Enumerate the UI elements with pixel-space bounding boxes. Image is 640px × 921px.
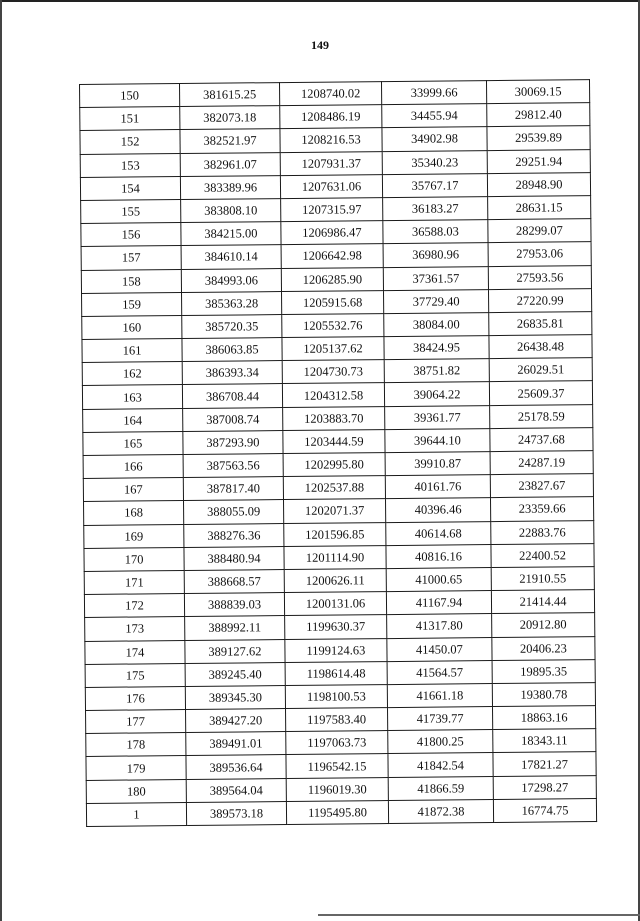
value-cell-1: 386063.85 [182, 338, 282, 362]
value-cell-2: 1205915.68 [281, 290, 383, 314]
value-cell-3: 41739.77 [388, 707, 493, 731]
value-cell-1: 384215.00 [181, 222, 281, 246]
point-number-cell: 154 [80, 176, 180, 200]
value-cell-2: 1204730.73 [282, 360, 384, 384]
value-cell-4: 24287.19 [490, 451, 593, 475]
value-cell-1: 389427.20 [186, 709, 286, 733]
value-cell-2: 1204312.58 [282, 383, 384, 407]
value-cell-4: 22400.52 [491, 543, 594, 567]
value-cell-1: 389245.40 [185, 662, 285, 686]
value-cell-3: 38084.00 [384, 312, 489, 336]
value-cell-2: 1208740.02 [279, 82, 381, 106]
value-cell-3: 40816.16 [386, 544, 491, 568]
value-cell-3: 40614.68 [386, 521, 491, 545]
value-cell-1: 384610.14 [181, 245, 281, 269]
value-cell-4: 21414.44 [491, 590, 594, 614]
value-cell-3: 39361.77 [385, 405, 490, 429]
value-cell-3: 39064.22 [384, 382, 489, 406]
value-cell-4: 16774.75 [493, 798, 596, 822]
value-cell-1: 389564.04 [186, 778, 286, 802]
value-cell-2: 1200131.06 [284, 592, 386, 616]
value-cell-1: 382073.18 [180, 106, 280, 130]
value-cell-3: 41866.59 [388, 776, 493, 800]
value-cell-1: 388055.09 [184, 500, 284, 524]
point-number-cell: 170 [84, 547, 184, 571]
value-cell-1: 382521.97 [180, 129, 280, 153]
value-cell-3: 34902.98 [382, 127, 487, 151]
point-number-cell: 171 [84, 570, 184, 594]
value-cell-4: 25609.37 [489, 381, 592, 405]
value-cell-1: 385720.35 [182, 314, 282, 338]
value-cell-3: 41317.80 [387, 614, 492, 638]
value-cell-1: 389536.64 [186, 755, 286, 779]
value-cell-2: 1206642.98 [281, 244, 383, 268]
value-cell-3: 41800.25 [388, 730, 493, 754]
value-cell-2: 1196542.15 [286, 754, 388, 778]
point-number-cell: 166 [83, 455, 183, 479]
page-border-left [0, 0, 2, 921]
value-cell-4: 17821.27 [493, 752, 596, 776]
value-cell-1: 387008.74 [183, 407, 283, 431]
value-cell-4: 26029.51 [489, 358, 592, 382]
point-number-cell: 178 [86, 733, 186, 757]
value-cell-4: 29812.40 [487, 103, 590, 127]
value-cell-3: 40161.76 [385, 475, 490, 499]
value-cell-3: 36588.03 [383, 220, 488, 244]
value-cell-1: 382961.07 [180, 152, 280, 176]
value-cell-4: 29251.94 [487, 149, 590, 173]
value-cell-3: 38751.82 [384, 359, 489, 383]
value-cell-2: 1199630.37 [285, 615, 387, 639]
value-cell-3: 41842.54 [388, 753, 493, 777]
value-cell-1: 383389.96 [180, 175, 280, 199]
table-row [86, 798, 596, 826]
point-number-cell: 1 [86, 802, 186, 826]
value-cell-2: 1198100.53 [285, 684, 387, 708]
value-cell-4: 24737.68 [490, 427, 593, 451]
page-border-top [0, 0, 640, 2]
value-cell-2: 1207315.97 [281, 198, 383, 222]
value-cell-4: 23827.67 [490, 474, 593, 498]
value-cell-1: 387563.56 [183, 454, 283, 478]
value-cell-1: 384993.06 [181, 268, 281, 292]
value-cell-4: 26438.48 [489, 335, 592, 359]
value-cell-2: 1206986.47 [281, 221, 383, 245]
value-cell-3: 36980.96 [383, 243, 488, 267]
point-number-cell: 161 [82, 339, 182, 363]
value-cell-3: 36183.27 [383, 197, 488, 221]
value-cell-4: 18343.11 [493, 729, 596, 753]
point-number-cell: 175 [85, 663, 185, 687]
value-cell-4: 28948.90 [487, 172, 590, 196]
value-cell-3: 41872.38 [388, 799, 493, 823]
value-cell-4: 29539.89 [487, 126, 590, 150]
value-cell-2: 1205532.76 [282, 313, 384, 337]
value-cell-2: 1205137.62 [282, 337, 384, 361]
value-cell-2: 1206285.90 [281, 267, 383, 291]
value-cell-1: 383808.10 [181, 199, 281, 223]
value-cell-4: 25178.59 [490, 404, 593, 428]
value-cell-4: 19895.35 [492, 659, 595, 683]
point-number-cell: 180 [86, 779, 186, 803]
point-number-cell: 177 [86, 710, 186, 734]
value-cell-4: 22883.76 [491, 520, 594, 544]
point-number-cell: 163 [82, 385, 182, 409]
value-cell-4: 27593.56 [488, 265, 591, 289]
value-cell-2: 1201114.90 [284, 545, 386, 569]
value-cell-2: 1208486.19 [280, 105, 382, 129]
value-cell-3: 39910.87 [385, 452, 490, 476]
value-cell-2: 1198614.48 [285, 661, 387, 685]
value-cell-4: 28299.07 [488, 219, 591, 243]
point-number-cell: 179 [86, 756, 186, 780]
point-number-cell: 165 [83, 431, 183, 455]
coordinates-table-body [80, 80, 597, 827]
value-cell-3: 40396.46 [385, 498, 490, 522]
value-cell-1: 389345.30 [185, 685, 285, 709]
page-number: 149 [311, 38, 329, 52]
page-bottom-rule [318, 914, 640, 916]
value-cell-4: 23359.66 [490, 497, 593, 521]
value-cell-4: 21910.55 [491, 567, 594, 591]
value-cell-2: 1207931.37 [280, 151, 382, 175]
point-number-cell: 168 [84, 501, 184, 525]
point-number-cell: 151 [80, 107, 180, 131]
point-number-cell: 160 [82, 315, 182, 339]
value-cell-2: 1195495.80 [286, 800, 388, 824]
value-cell-1: 389491.01 [186, 732, 286, 756]
value-cell-3: 37729.40 [383, 289, 488, 313]
value-cell-2: 1196019.30 [286, 777, 388, 801]
value-cell-4: 20406.23 [492, 636, 595, 660]
point-number-cell: 162 [82, 362, 182, 386]
value-cell-2: 1201596.85 [284, 522, 386, 546]
value-cell-2: 1203444.59 [283, 429, 385, 453]
value-cell-3: 38424.95 [384, 336, 489, 360]
value-cell-2: 1202071.37 [284, 499, 386, 523]
value-cell-2: 1197063.73 [286, 731, 388, 755]
value-cell-4: 19380.78 [492, 682, 595, 706]
value-cell-1: 381615.25 [180, 83, 280, 107]
value-cell-2: 1199124.63 [285, 638, 387, 662]
point-number-cell: 169 [84, 524, 184, 548]
value-cell-2: 1202537.88 [283, 476, 385, 500]
value-cell-4: 27953.06 [488, 242, 591, 266]
point-number-cell: 167 [83, 478, 183, 502]
value-cell-3: 34455.94 [382, 104, 487, 128]
value-cell-3: 35340.23 [382, 150, 487, 174]
value-cell-1: 387817.40 [183, 477, 283, 501]
value-cell-3: 33999.66 [381, 81, 486, 105]
value-cell-3: 37361.57 [383, 266, 488, 290]
value-cell-4: 28631.15 [488, 196, 591, 220]
value-cell-1: 388992.11 [185, 616, 285, 640]
value-cell-4: 18863.16 [492, 706, 595, 730]
point-number-cell: 159 [82, 292, 182, 316]
value-cell-4: 17298.27 [493, 775, 596, 799]
coordinates-table [79, 79, 597, 827]
value-cell-1: 388839.03 [184, 593, 284, 617]
point-number-cell: 174 [85, 640, 185, 664]
point-number-cell: 158 [81, 269, 181, 293]
value-cell-1: 388668.57 [184, 569, 284, 593]
value-cell-1: 389573.18 [186, 801, 286, 825]
point-number-cell: 152 [80, 130, 180, 154]
value-cell-3: 41450.07 [387, 637, 492, 661]
value-cell-2: 1203883.70 [283, 406, 385, 430]
value-cell-3: 35767.17 [382, 173, 487, 197]
value-cell-2: 1200626.11 [284, 569, 386, 593]
value-cell-4: 26835.81 [489, 311, 592, 335]
value-cell-4: 30069.15 [486, 80, 589, 104]
point-number-cell: 164 [83, 408, 183, 432]
value-cell-1: 389127.62 [185, 639, 285, 663]
value-cell-4: 27220.99 [488, 288, 591, 312]
value-cell-3: 41564.57 [387, 660, 492, 684]
value-cell-3: 39644.10 [385, 428, 490, 452]
value-cell-1: 385363.28 [182, 291, 282, 315]
value-cell-2: 1197583.40 [286, 708, 388, 732]
point-number-cell: 173 [85, 617, 185, 641]
point-number-cell: 176 [85, 686, 185, 710]
point-number-cell: 156 [81, 223, 181, 247]
value-cell-2: 1202995.80 [283, 453, 385, 477]
point-number-cell: 150 [80, 84, 180, 108]
value-cell-2: 1208216.53 [280, 128, 382, 152]
value-cell-1: 386708.44 [182, 384, 282, 408]
point-number-cell: 153 [80, 153, 180, 177]
value-cell-3: 41167.94 [386, 591, 491, 615]
value-cell-4: 20912.80 [492, 613, 595, 637]
point-number-cell: 155 [81, 199, 181, 223]
value-cell-1: 388276.36 [184, 523, 284, 547]
value-cell-2: 1207631.06 [280, 174, 382, 198]
value-cell-1: 388480.94 [184, 546, 284, 570]
value-cell-1: 387293.90 [183, 430, 283, 454]
value-cell-1: 386393.34 [182, 361, 282, 385]
point-number-cell: 157 [81, 246, 181, 270]
value-cell-3: 41661.18 [387, 683, 492, 707]
value-cell-3: 41000.65 [386, 568, 491, 592]
point-number-cell: 172 [84, 594, 184, 618]
